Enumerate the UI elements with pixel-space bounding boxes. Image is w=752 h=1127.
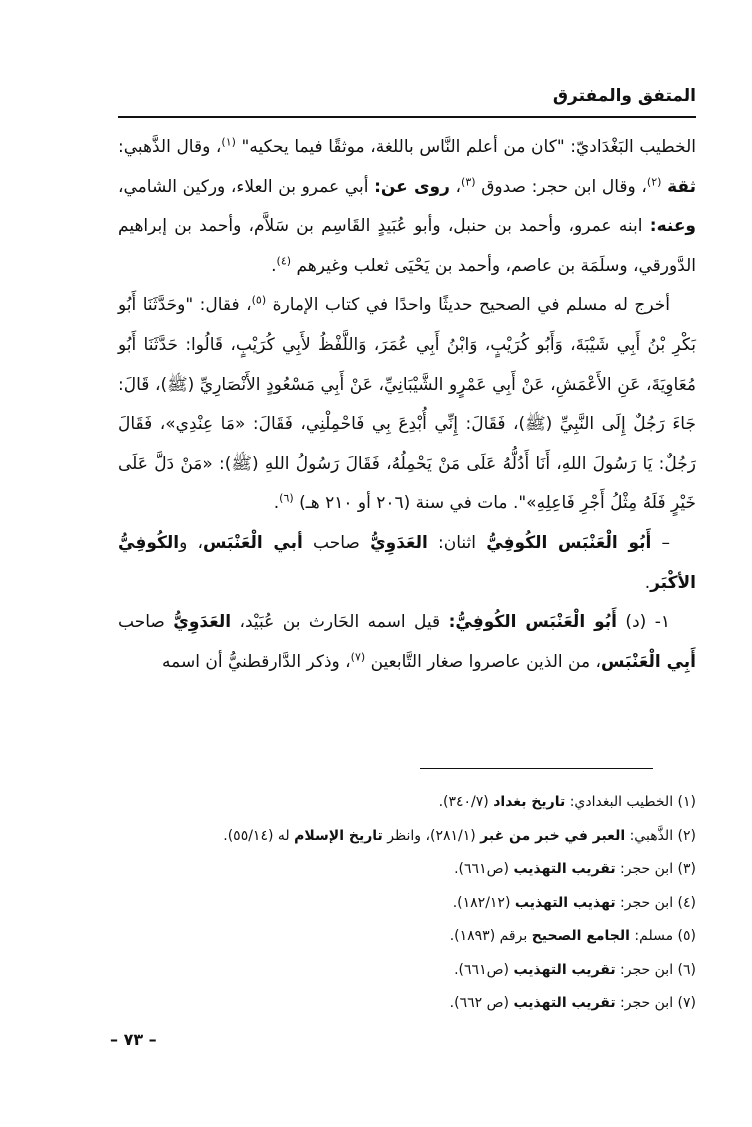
text-run: ، فقال: "وحَدَّثَنَا أَبُو بَكْرِ بْنُ أَبِي شَيْبَةَ، وَأَبُو كُرَيْبٍ، وَابْنُ أَبِي عُمَرَ، وَاللَّفْظُ لأَبِي كُرَيْبٍ، قَالُوا: حَدَّثَنَا أَبُو مُعَاوِيَةَ، عَنِ الأَعْمَشِ، عَنْ أَبِي عَمْرٍو الشَّيْبَانِيِّ، عَنْ أَبِي مَسْعُودٍ الأَنْصَارِيِّ (ﷺ)، قَالَ: جَاءَ رَجُلٌ إِلَى النَّبِيِّ (ﷺ)، فَقَالَ: إِنِّي أُبْدِعَ بِي فَاحْمِلْنِي، فَقَالَ: «مَا عِنْدِي»، فَقَالَ رَجُلٌ: يَا رَسُولَ اللهِ، أَنَا أَدُلُّهُ عَلَى مَنْ يَحْمِلُهُ، فَقَالَ رَسُولُ اللهِ (ﷺ): «مَنْ دَلَّ عَلَى خَيْرٍ فَلَهُ مِثْلُ أَجْرِ فَاعِلِهِ»". مات في سنة (٢٠٦ أو ٢١٠ هـ) (118, 295, 696, 514)
footnote (118, 954, 696, 988)
footnote-text: (١) الخطيب البغدادي: (565, 794, 696, 810)
footnote-text: (ص٦٦١). (454, 961, 514, 978)
footnote-source-title: تقريب التهذيب (513, 961, 616, 978)
footnote-source-title: الجامع الصحيح (531, 928, 630, 944)
text-run: . (271, 255, 277, 276)
bold-term: أَبُو الْعَنْبَس الكُوفِيُّ: (448, 612, 617, 633)
text-run: ابنه عمرو، وأحمد بن حنبل، وأبو عُبَيدٍ القَاسِم بن سَلاَّم، وأحمد بن إبراهيم الدَّورقي، وسلَمَة بن عاصم، وأحمد بن يَحْيَى ثعلب وغيرهم (118, 216, 696, 276)
text-run: صاحب (118, 612, 174, 633)
text-run: . (273, 493, 280, 514)
footnote (118, 920, 696, 954)
paragraph (118, 524, 696, 603)
text-run: ، وقال ابن حجر: صدوق (475, 176, 647, 197)
footnote-text: (٢٨١/١)، وانظر (382, 827, 481, 844)
bold-term: ثقة (667, 176, 697, 197)
text-run: ، (449, 176, 462, 197)
header-title: المتفق والمفترق (552, 86, 696, 106)
footnote-text: (٤) ابن حجر: (615, 894, 696, 911)
footnote-ref: (٥) (251, 293, 267, 307)
page-number: – ٧٣ – (110, 1030, 157, 1049)
text-run: اثنان: (427, 532, 487, 553)
text-run: ، وذكر الدَّارقطنيُّ أن اسمه (162, 651, 351, 672)
footnote-text: (ص ٦٦٢). (449, 995, 514, 1011)
text-run: – (651, 532, 671, 553)
footnote-text: (٣) ابن حجر: (615, 861, 696, 877)
footnote-text: (٦) ابن حجر: (615, 961, 696, 978)
footnote-text: برقم (١٨٩٣). (449, 928, 532, 944)
footnote-ref: (٣) (461, 174, 476, 188)
paragraph (118, 603, 696, 682)
bold-term: العَدَوِيُّ (370, 532, 428, 553)
footnotes (118, 786, 696, 1021)
footnote-text: (ص٦٦١). (454, 861, 514, 877)
paragraph (118, 128, 696, 286)
text-run: الخطيب البَغْدَاديّ: "كان من أعلم النَّاس باللغة، موثقًا فيما يحكيه" (235, 137, 697, 157)
footnote-ref: (٧) (350, 650, 366, 664)
bold-term: الكُوفِيُّ الأكْبَر (118, 532, 696, 593)
footnote-source-title: تاريخ الإسلام (294, 827, 383, 844)
footnote (118, 786, 696, 820)
bold-term: أَبُو الْعَنْبَس الكُوفِيُّ (486, 532, 652, 553)
text-run: . (644, 572, 651, 593)
text-run: قيل اسمه الحَارث بن عُبَيْد، (231, 612, 449, 633)
paragraph (118, 286, 696, 524)
bold-term: أَبِي الْعَنْبَس (600, 651, 696, 672)
footnote-text: (٧) ابن حجر: (615, 995, 696, 1011)
text-run: صاحب (302, 532, 371, 553)
footnote-source-title: تاريخ بغداد (493, 794, 566, 810)
bold-term: روى عن: (374, 176, 450, 197)
footnote (118, 853, 696, 887)
text-run: ، وقال الذَّهبي: (118, 137, 222, 157)
footnote (118, 887, 696, 921)
footnote-text: (٢) الذَّهبي: (625, 827, 696, 844)
text-run: ١- (د) (616, 612, 670, 633)
footnote-source-title: تقريب التهذيب (513, 995, 616, 1011)
text-run: أخرج له مسلم في الصحيح حديثًا واحدًا في كتاب الإمارة (266, 295, 671, 316)
text-run: ، من الذين عاصروا صغار التَّابعين (365, 651, 601, 672)
footnote-ref: (٢) (646, 174, 662, 188)
footnote-source-title: تهذيب التهذيب (514, 894, 616, 911)
footnote-text: له (٥٥/١٤). (223, 827, 295, 844)
bold-term: العَدَوِيُّ (173, 612, 232, 633)
footnote-text: (١٨٢/١٢). (452, 894, 515, 911)
footnote (118, 820, 696, 854)
footnote-ref: (١) (221, 135, 236, 149)
footnote-text: (٣٤٠/٧). (438, 794, 494, 810)
footnote (118, 987, 696, 1021)
footnote-source-title: العبر في خبر من غبر (480, 827, 626, 844)
page-header (118, 78, 696, 118)
footnote-ref: (٦) (279, 491, 294, 505)
footnote-ref: (٤) (276, 254, 292, 268)
main-text (118, 128, 696, 682)
footnote-divider (420, 768, 653, 769)
bold-term: وعنه: (649, 216, 696, 237)
footnote-text: (٥) مسلم: (629, 928, 696, 944)
text-run: أبي عمرو بن العلاء، وركين الشامي، (118, 176, 375, 197)
footnote-source-title: تقريب التهذيب (513, 861, 616, 877)
text-run: ، و (179, 532, 203, 553)
bold-term: أبي الْعَنْبَس (203, 532, 303, 553)
